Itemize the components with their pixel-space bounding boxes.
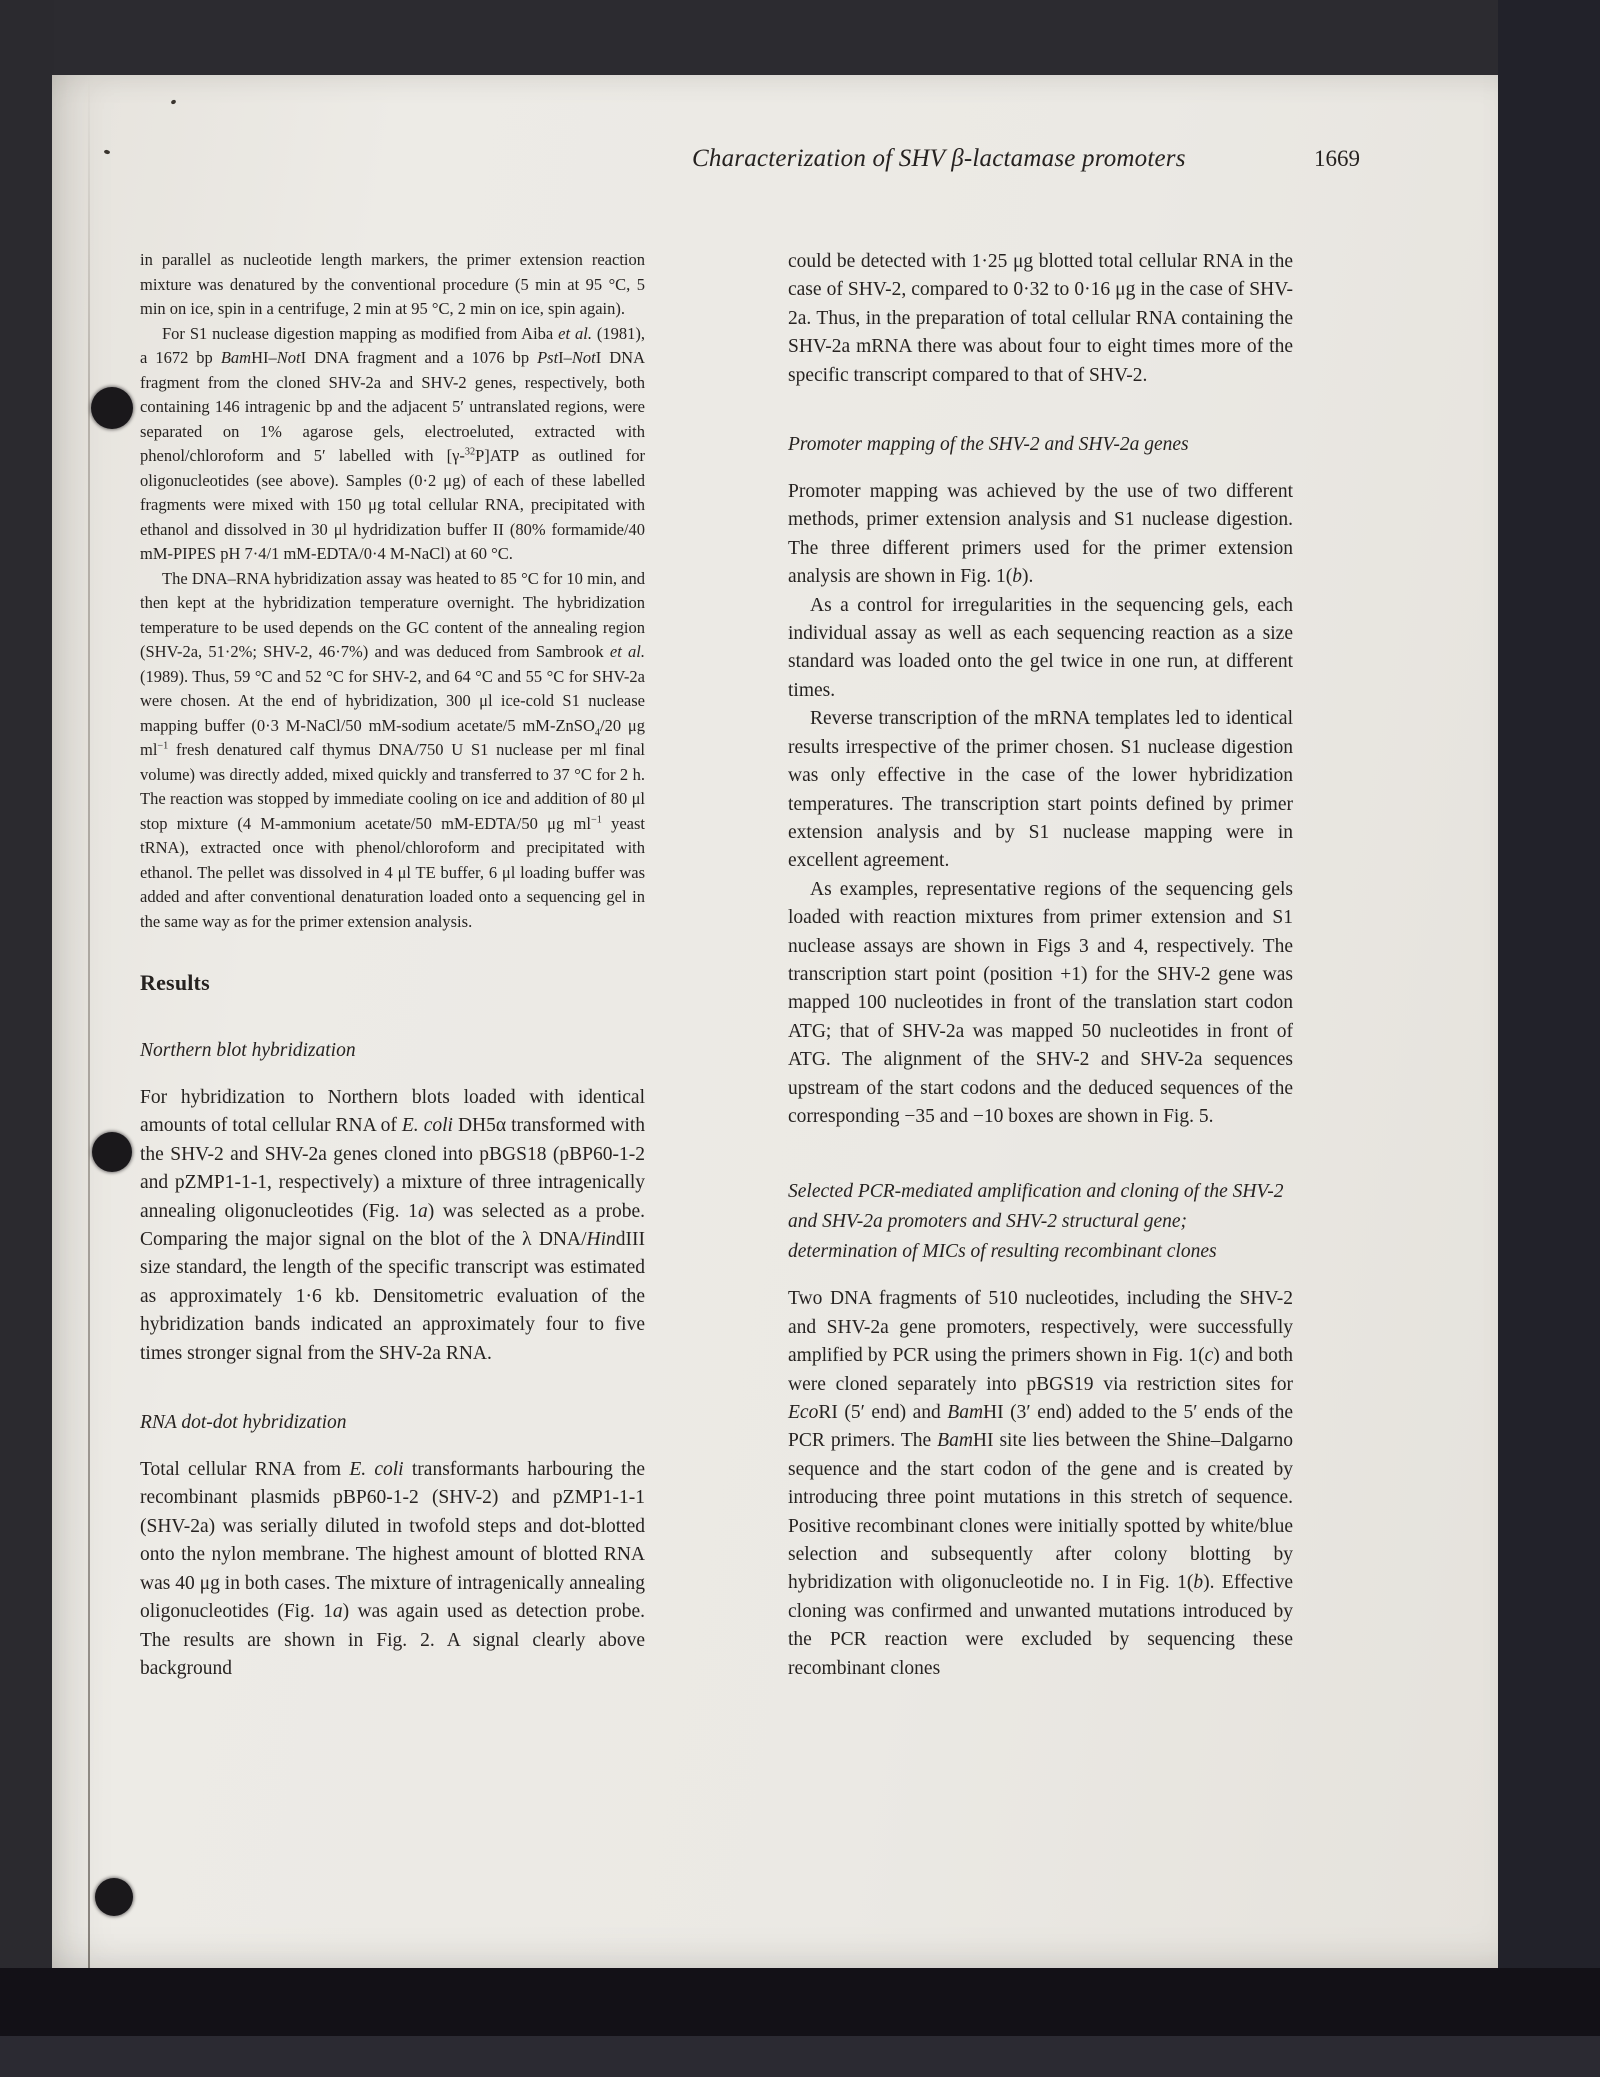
paper-page — [52, 75, 1498, 1968]
paragraph-gel-controls: As a control for irregularities in the sequencing gels, each individual assay as well as each sequencing reaction as a size standard was loaded onto the gel twice in one run, at different times. — [788, 594, 1293, 701]
paragraph-dot-dot-continuation: could be detected with 1·25 μg blotted total cellular RNA in the case of SHV-2, compared to 0·32 to 0·16 μg in the case of SHV-2a. Thus, in the preparation of total cellular RNA containing the SHV-2a mRNA there was about four to eight times more of the specific transcript compared to that of SHV-2. — [788, 251, 1293, 386]
punch-hole — [91, 387, 133, 429]
paragraph-pcr-cloning: Two DNA fragments of 510 nucleotides, including the SHV-2 and SHV-2a gene promoters, respectively, were successfully amplified by PCR using the primers shown in Fig. 1(c) and both were cloned separately into pBGS19 via restriction sites for EcoRI (5′ end) and BamHI (3′ end) added to the 5′ ends of the PCR primers. The BamHI site lies between the Shine–Dalgarno sequence and the start codon of the gene and is created by introducing three point mutations in this stretch of sequence. Positive recombinant clones were initially spotted by white/blue selection and subsequently after colony blotting by hybridization with oligonucleotide no. I in Fig. 1(b). Effective cloning was confirmed and unwanted mutations introduced by the PCR reaction were excluded by sequencing these recombinant clones — [788, 1288, 1294, 1679]
paragraph-transcription-start-points: As examples, representative regions of the sequencing gels loaded with reaction mixtures from primer extension and S1 nuclease assays are shown in Figs 3 and 4, respectively. The transcription start point (position +1) for the SHV-2 gene was mapped 100 nucleotides in front of the translation start codon ATG; that of SHV-2a was mapped 50 nucleotides in front of ATG. The alignment of the SHV-2 and SHV-2a sequences upstream of the start codons and the deduced sequences of the corresponding −35 and −10 boxes are shown in Fig. 5. — [788, 878, 1293, 1127]
scan-border-right — [1498, 0, 1600, 1972]
column-right — [788, 248, 1293, 1683]
subsection-heading-rna-dot-dot: RNA dot-dot hybridization — [140, 1412, 347, 1434]
scan-border-bottom-strip — [0, 2036, 1600, 2077]
punch-hole — [92, 1132, 132, 1172]
running-head — [692, 145, 1360, 173]
subsection-heading-promoter-mapping: Promoter mapping of the SHV-2 and SHV-2a genes — [788, 434, 1189, 456]
paragraph-reverse-transcription: Reverse transcription of the mRNA templates led to identical results irrespective of the primer chosen. S1 nuclease digestion was only effective in the case of the lower hybridization temperatures. The transcription start points defined by primer extension analysis and by S1 nuclease mapping were in excellent agreement. — [788, 708, 1293, 872]
running-head-title: Characterization of SHV β-lactamase promoters — [692, 145, 1186, 172]
paragraph-northern-blot: For hybridization to Northern blots loaded with identical amounts of total cellular RNA of E. coli DH5α transformed with the SHV-2 and SHV-2a genes cloned into pBGS18 (pBP60-1-2 and pZMP1-1-1, respectively) a mixture of three intragenically annealing oligonucleotides (Fig. 1a) was selected as a probe. Comparing the major signal on the blot of the λ DNA/HindIII size standard, the length of the specific transcript was estimated as approximately 1·6 kb. Densitometric evaluation of the hybridization bands indicated an approximately four to five times stronger signal from the SHV-2a RNA. — [140, 1087, 645, 1364]
scan-speck — [104, 149, 111, 154]
page-number: 1669 — [1314, 146, 1360, 171]
column-left — [140, 248, 645, 1683]
paragraph-hybridization-assay: The DNA–RNA hybridization assay was heated to 85 °C for 10 min, and then kept at the hybridization temperature overnight. The hybridization temperature to be used depends on the GC content of the annealing region (SHV-2a, 51·2%; SHV-2, 46·7%) and was deduced from Sambrook et al. (1989). Thus, 59 °C and 52 °C for SHV-2, and 64 °C and 55 °C for SHV-2a were chosen. At the end of hybridization, 300 μl ice-cold S1 nuclease mapping buffer (0·3 M-NaCl/50 mM-sodium acetate/5 mM-ZnSO$_4$/20 μg $ml^{-1}$ fresh denatured calf thymus DNA/750 U S1 nuclease per ml final volume) was directly added, mixed quickly and transferred to 37 °C for 2 h. The reaction was stopped by immediate cooling on ice and addition of 80 μl stop mixture (4 M-ammonium acetate/50 mM-EDTA/50 μg $ml^{-1}$ yeast tRNA), extracted once with phenol/chloroform and precipitated with ethanol. The pellet was dissolved in 4 μl TE buffer, 6 μl loading buffer was added and after conventional denaturation loaded onto a sequencing gel in the same way as for the primer extension analysis. — [140, 568, 646, 931]
paragraph-s1-mapping: For S1 nuclease digestion mapping as modified from Aiba et al. (1981), a 1672 bp BamHI–NotI DNA fragment and a 1076 bp PstI–NotI DNA fragment from the cloned SHV-2a and SHV-2 genes, respectively, both containing 146 intragenic bp and the adjacent 5′ untranslated regions, were separated on 1% agarose gels, electroeluted, extracted with phenol/chloroform and 5′ labelled with [γ-$^{32}$P]ATP as outlined for oligonucleotides (see above). Samples (0·2 μg) of each of these labelled fragments were mixed with 150 μg total cellular RNA, precipitated with ethanol and dissolved in 30 μl hydridization buffer II (80% formamide/40 mM-PIPES pH 7·4/1 mM-EDTA/0·4 M-NaCl) at 60 °C. — [140, 323, 645, 563]
scan-speck — [170, 99, 176, 105]
paper-crease-line — [88, 75, 90, 1968]
subsection-heading-northern-blot: Northern blot hybridization — [140, 1040, 356, 1061]
paragraph-rna-dot-dot: Total cellular RNA from E. coli transformants harbouring the recombinant plasmids pBP60-1-2 (SHV-2) and pZMP1-1-1 (SHV-2a) was serially diluted in twofold steps and dot-blotted onto the nylon membrane. The highest amount of blotted RNA was 40 μg in both cases. The mixture of intragenically annealing oligonucleotides (Fig. 1a) was again used as detection probe. The results are shown in Fig. 2. A signal clearly above background — [140, 1459, 645, 1679]
scan-border-top — [0, 0, 1600, 78]
subsection-heading-pcr-cloning: Selected PCR-mediated amplification and cloning of the SHV-2 and SHV-2a promoters and SHV-2 structural gene; determination of MICs of resulting recombinant clones — [788, 1181, 1284, 1263]
paragraph-methods-continuation: in parallel as nucleotide length markers, the primer extension reaction mixture was denatured by the conventional procedure (5 min at 95 °C, 5 min on ice, spin in a centrifuge, 2 min at 95 °C, 2 min on ice, spin again). — [140, 250, 645, 318]
scan-border-left — [0, 0, 54, 1972]
section-heading-results: Results — [140, 970, 210, 995]
paragraph-promoter-mapping-intro: Promoter mapping was achieved by the use of two different methods, primer extension analysis and S1 nuclease digestion. The three different primers used for the primer extension analysis are shown in Fig. 1(b). — [788, 481, 1293, 588]
punch-hole — [95, 1878, 133, 1916]
